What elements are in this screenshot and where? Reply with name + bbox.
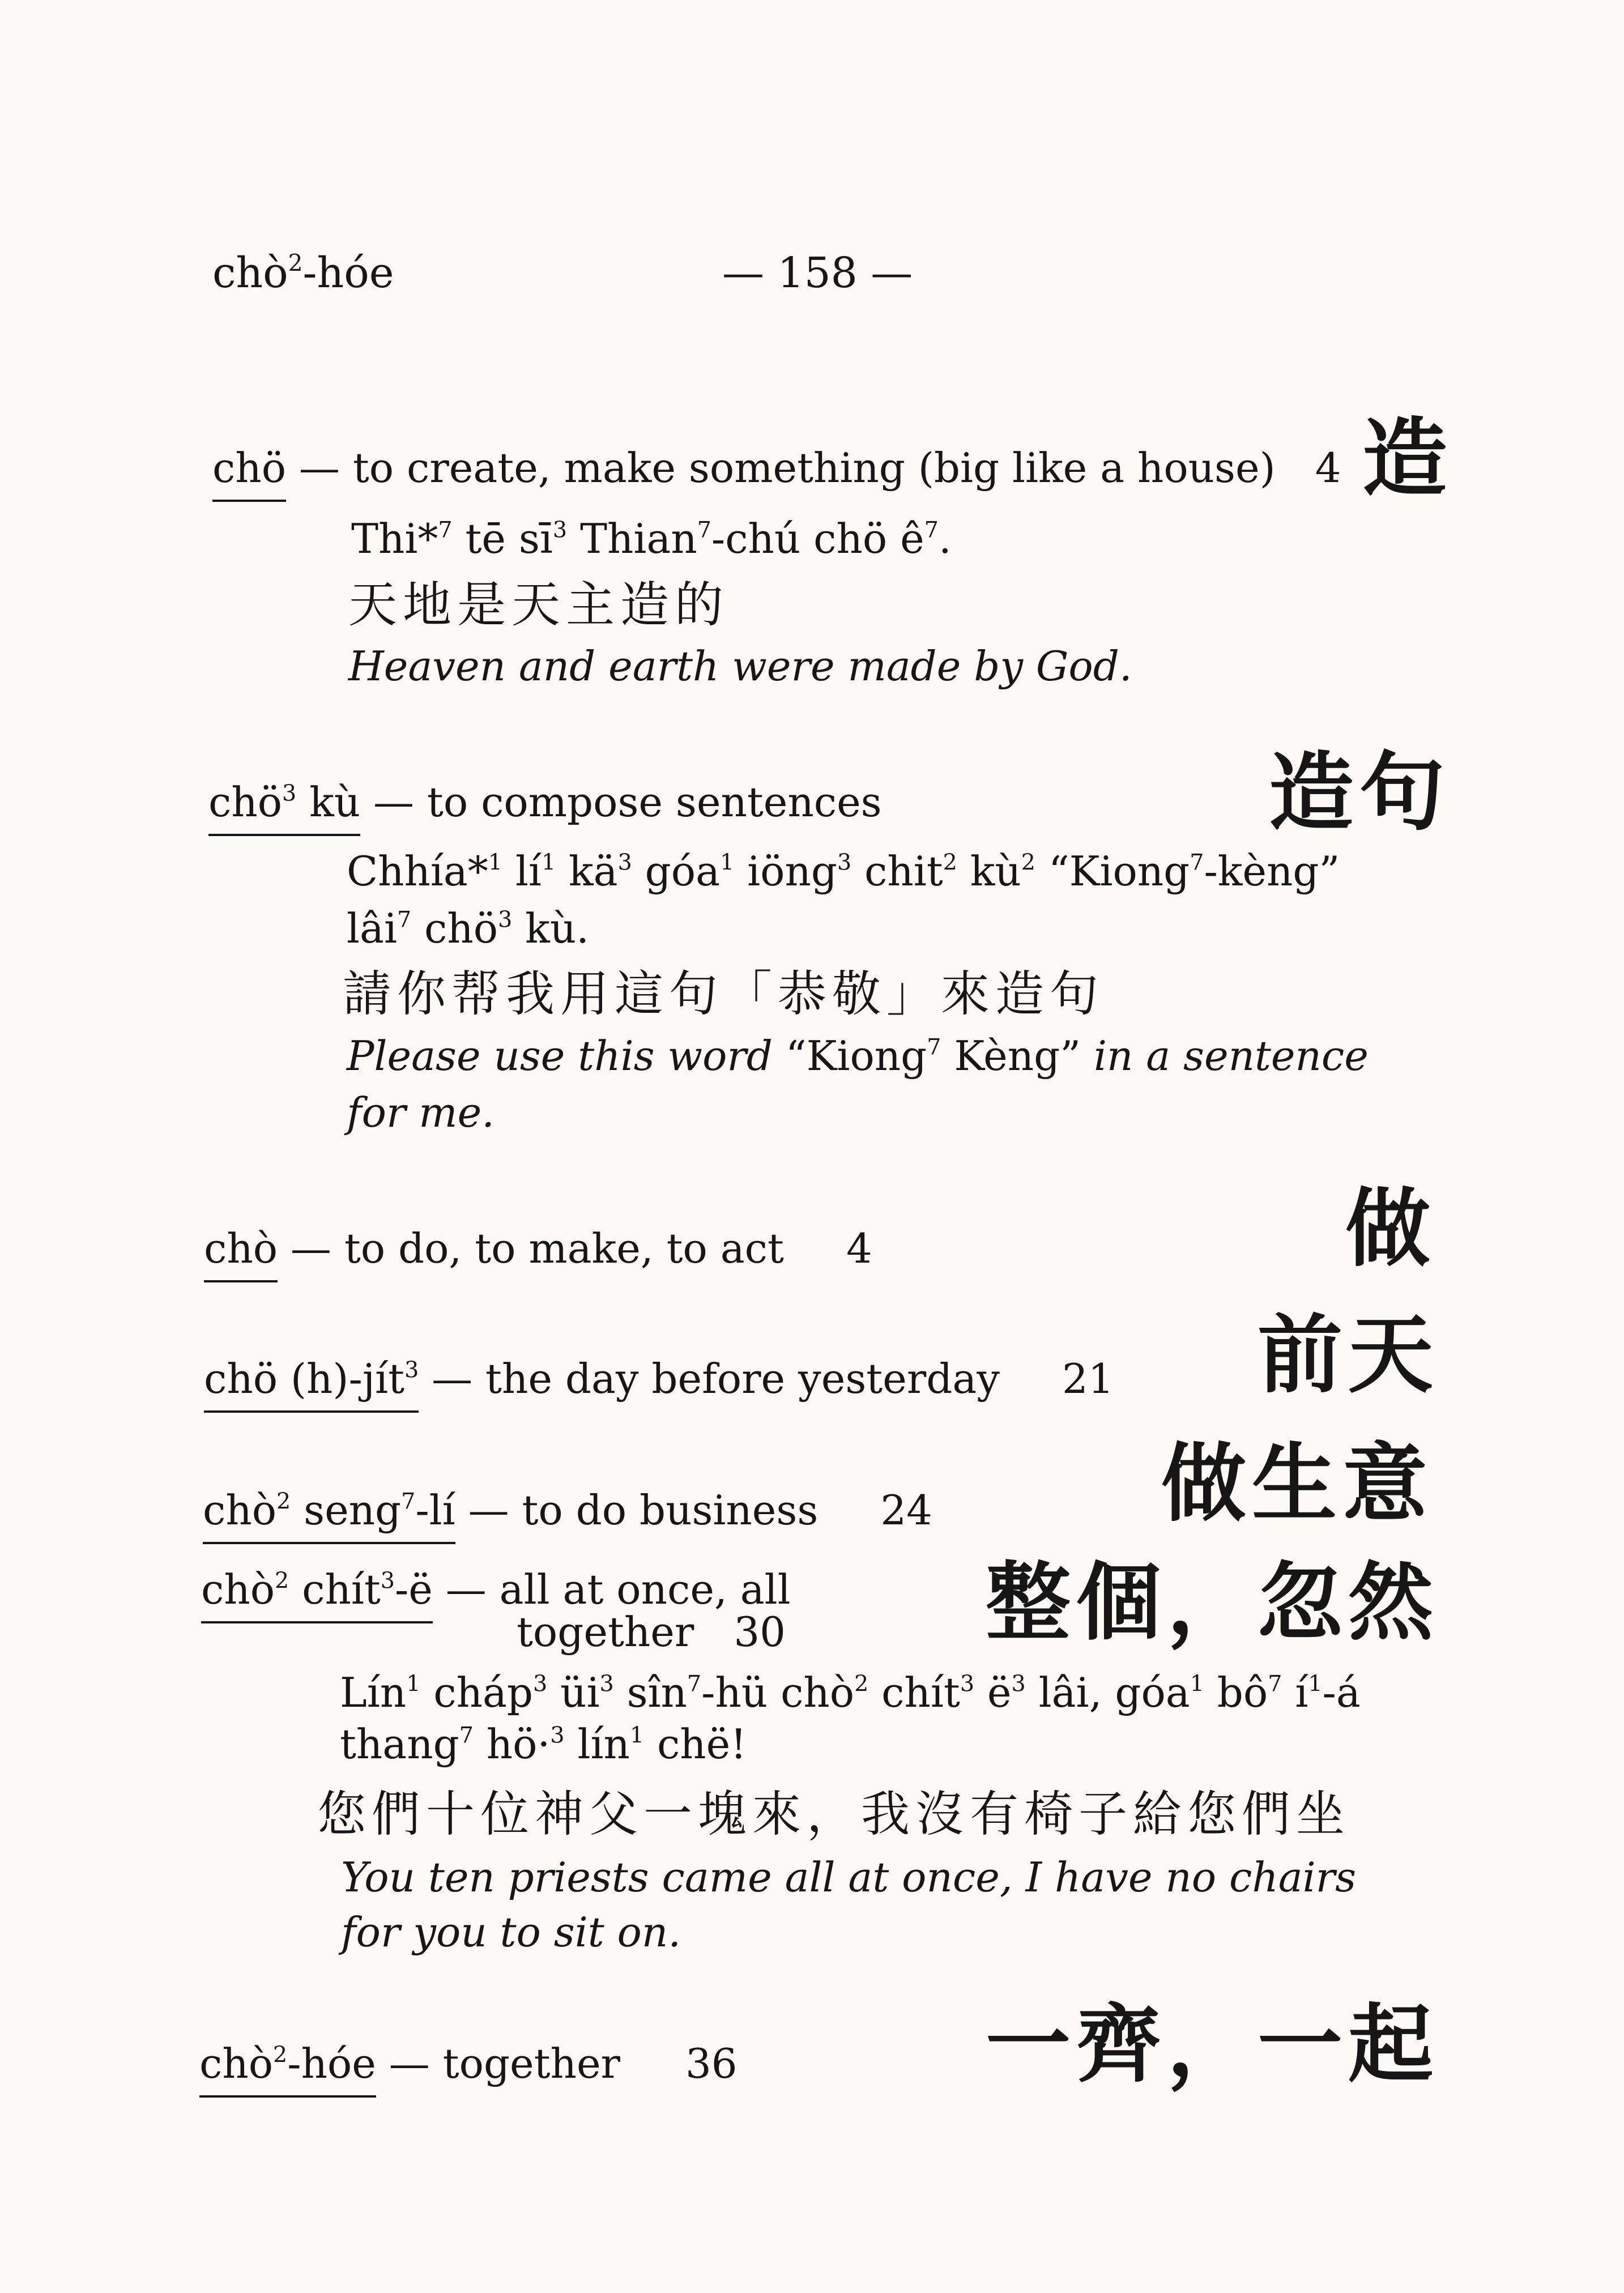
entry-1-characters: 造 [1362, 410, 1453, 508]
entry-6-translation-line-2: for you to sit on. [341, 1908, 681, 1956]
lesson-number: 30 [734, 1608, 786, 1656]
entry-6-characters: 整個，忽然 [986, 1554, 1439, 1652]
lesson-number: 36 [685, 2040, 738, 2087]
headword: chò$^2$-hóe [199, 2040, 376, 2098]
entry-3-characters: 做 [1345, 1180, 1437, 1278]
entry-5-characters: 做生意 [1161, 1435, 1434, 1533]
entry-1-example-chinese: 天地是天主造的 [348, 577, 729, 633]
entry-2-romanized-line-2: lâi$^7$ chö$^3$ kù. [347, 905, 590, 952]
entry-4-characters: 前天 [1258, 1306, 1439, 1405]
entry-6-romanized-line-1: Lín$^1$ cháp$^3$ $üi^3$ sîn$^7$-hü chò$^2$ chít$^3$ $ë^3$ lâi, góa$^1$ $bô^7$ $í^1-á$ [340, 1669, 1361, 1716]
headword: chö [212, 444, 286, 502]
entry-2-headline: chö$^3$ kù — to compose sentences [208, 782, 882, 822]
headword: chò$^2$ seng$^7$-lí [203, 1486, 455, 1544]
entry-7-headline: chò$^2$-hóe — together 36 [199, 2043, 738, 2084]
entry-2-romanized-line-1: Chhía*$^1$ $lí^1$ $kä^3$ góa$^1$ iöng$^3$ chit$^2$ $kù^2$ “Kiong$^7$-kèng” [347, 847, 1340, 895]
headword: chö$^3$ kù [208, 778, 360, 836]
entry-2-translation-line-2: for me. [347, 1089, 495, 1136]
entry-2-characters: 造句 [1269, 744, 1451, 842]
lesson-number: 4 [1315, 444, 1341, 492]
entry-1-headline: chö — to create, make something (big like a house) 4 [212, 447, 1341, 488]
entry-1-romanized: Thi*$^7$ tē $sī^3$ Thian$^7$-chú chö $ê^7$. [351, 515, 952, 562]
entry-6-romanized-line-2: thang$^7$ hö·$^3$ lín$^1$ chë! [340, 1720, 747, 1768]
entry-2-translation-line-1: Please use this word “Kiong$^7$ Kèng” in a sentence [347, 1032, 1369, 1080]
headword: chò$^2$ chít$^3$-ë [201, 1566, 433, 1623]
entry-6-headline: chò$^2$ chít$^3$-ë — all at once, all [201, 1569, 791, 1610]
lesson-number: 4 [846, 1225, 872, 1272]
entry-1-translation: Heaven and earth were made by God. [348, 642, 1132, 690]
page-number: — 158 — [722, 249, 913, 297]
entry-3-headline: chò — to do, to make, to act 4 [204, 1228, 872, 1269]
lesson-number: 21 [1062, 1355, 1114, 1403]
entry-4-headline: chö (h)-jít$^3$ — the day before yesterday 21 [204, 1358, 1114, 1399]
entry-5-headline: chò$^2$ seng$^7$-lí — to do business 24 [203, 1490, 932, 1531]
running-head: chò$^2$-hóe [212, 249, 394, 297]
entry-7-characters: 一齊，一起 [986, 1996, 1439, 2094]
entry-6-translation-line-1: You ten priests came all at once, I have no chairs [341, 1853, 1357, 1901]
lesson-number: 24 [880, 1486, 932, 1534]
entry-2-example-chinese: 請你帮我用這句「恭敬」來造句 [343, 966, 1104, 1022]
entry-6-example-chinese: 您們十位神父一塊來，我沒有椅子給您們坐 [317, 1786, 1350, 1843]
headword: chò [204, 1225, 278, 1282]
headword: chö (h)-jít$^3$ [204, 1355, 419, 1413]
entry-6-headline-cont: together 30 [517, 1608, 786, 1656]
